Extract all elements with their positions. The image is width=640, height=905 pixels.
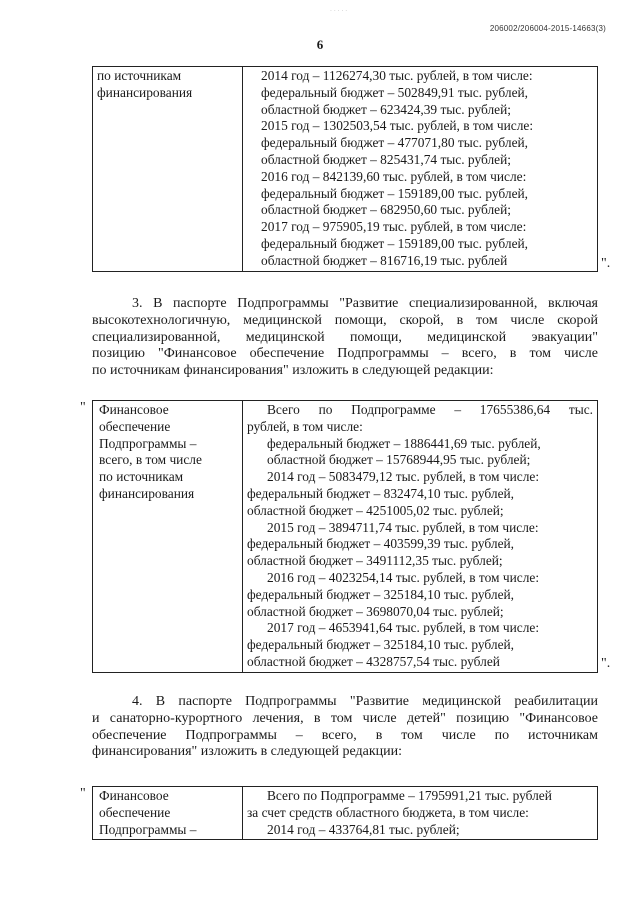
table2-line: областной бюджет – 3491112,35 тыс. рублей;	[247, 553, 503, 569]
table3-right-cell	[243, 787, 598, 840]
table3-line: Всего по Подпрограмме – 1795991,21 тыс. рублей	[267, 788, 552, 803]
table3-left-text: Финансовое обеспечение Подпрограммы –	[99, 788, 197, 837]
table3-open-quote: "	[80, 786, 86, 801]
table2-line: федеральный бюджет – 325184,10 тыс. рублей,	[247, 637, 515, 653]
table2-line: федеральный бюджет – 325184,10 тыс. рублей,	[247, 586, 515, 602]
table1-line: 2017 год – 975905,19 тыс. рублей, в том числе:	[261, 219, 527, 235]
table2-line: федеральный бюджет – 832474,10 тыс. рублей,	[247, 485, 515, 501]
section4-line: 4. В паспорте Подпрограммы "Развитие медицинской реабилитации	[132, 694, 598, 709]
table1-left-cell	[93, 67, 243, 272]
section3-line: 3. В паспорте Подпрограммы "Развитие специализированной, включая	[132, 296, 598, 311]
section4-line: финансирования" изложить в следующей редакции:	[92, 744, 403, 760]
table2-line: областной бюджет – 4328757,54 тыс. рублей	[247, 653, 500, 669]
table2-line: 2014 год – 5083479,12 тыс. рублей, в том числе:	[267, 469, 540, 485]
section3-line: высокотехнологичную, медицинской помощи, скорой, в том числе скорой	[92, 312, 598, 328]
table2-line: 2016 год – 4023254,14 тыс. рублей, в том числе:	[267, 569, 540, 585]
table1-line: 2015 год – 1302503,54 тыс. рублей, в том числе:	[261, 118, 534, 134]
section3-line: по источникам финансирования" изложить в следующей редакции:	[92, 363, 494, 379]
financing-table-1	[92, 66, 598, 272]
section3-line: специализированной, медицинской помощи, медицинской эвакуации"	[92, 329, 598, 345]
table1-line: федеральный бюджет – 159189,00 тыс. рублей,	[261, 185, 529, 201]
table1-line: областной бюджет – 816716,19 тыс. рублей	[261, 252, 508, 268]
section-4-paragraph	[92, 694, 598, 761]
table1-line: федеральный бюджет – 502849,91 тыс. рублей,	[261, 84, 529, 100]
table2-total-line-cont: рублей, в том числе:	[247, 418, 363, 434]
table2-close-quote: ".	[601, 656, 611, 671]
table2-line: 2015 год – 3894711,74 тыс. рублей, в том числе:	[267, 519, 539, 535]
table3-line: за счет средств областного бюджета, в том числе:	[247, 804, 529, 820]
section3-line: позицию "Финансовое обеспечение Подпрограммы – всего, в том числе	[92, 346, 598, 362]
financing-table-2	[92, 400, 598, 673]
table1-line: областной бюджет – 825431,74 тыс. рублей;	[261, 151, 511, 167]
table2-total-line: Всего по Подпрограмме – 17655386,64 тыс.	[267, 402, 593, 417]
table1-line: федеральный бюджет – 159189,00 тыс. рублей,	[261, 235, 529, 251]
table1-close-quote: ".	[601, 256, 611, 271]
table2-line: 2017 год – 4653941,64 тыс. рублей, в том числе:	[267, 620, 540, 636]
table1-line: областной бюджет – 682950,60 тыс. рублей;	[261, 202, 511, 218]
table2-line: областной бюджет – 3698070,04 тыс. рублей;	[247, 603, 504, 619]
scan-artifact: · · · · ·	[330, 8, 348, 15]
table1-line: областной бюджет – 623424,39 тыс. рублей;	[261, 101, 511, 117]
page-number: 6	[316, 37, 324, 52]
table3-left-cell	[93, 787, 243, 840]
table2-open-quote: "	[80, 400, 86, 415]
table2-line: федеральный бюджет – 1886441,69 тыс. рублей,	[267, 435, 541, 451]
table1-right-cell	[243, 67, 598, 272]
table1-line: федеральный бюджет – 477071,80 тыс. рублей,	[261, 135, 529, 151]
section4-line: обеспечение Подпрограммы – всего, в том числе по источникам	[92, 727, 598, 743]
table3-line: 2014 год – 433764,81 тыс. рублей;	[267, 821, 460, 837]
table2-right-cell	[243, 401, 598, 673]
document-id: 206002/206004-2015-14663(3)	[489, 24, 606, 33]
table2-left-cell	[93, 401, 243, 673]
table1-left-text: по источникам финансирования	[97, 68, 193, 100]
table1-line: 2014 год – 1126274,30 тыс. рублей, в том числе:	[261, 68, 533, 83]
section4-line: и санаторно-курортного лечения, в том числе детей" позицию "Финансовое	[92, 710, 598, 726]
table2-line: федеральный бюджет – 403599,39 тыс. рублей,	[247, 536, 515, 552]
table1-line: 2016 год – 842139,60 тыс. рублей, в том числе:	[261, 168, 527, 184]
table2-line: областной бюджет – 15768944,95 тыс. рублей;	[267, 452, 531, 468]
section-3-paragraph	[92, 296, 598, 380]
financing-table-3	[92, 786, 598, 840]
table2-left-text: Финансовое обеспечение Подпрограммы – всего, в том числе по источникам финансирования	[99, 402, 202, 501]
table2-line: областной бюджет – 4251005,02 тыс. рублей;	[247, 502, 504, 518]
